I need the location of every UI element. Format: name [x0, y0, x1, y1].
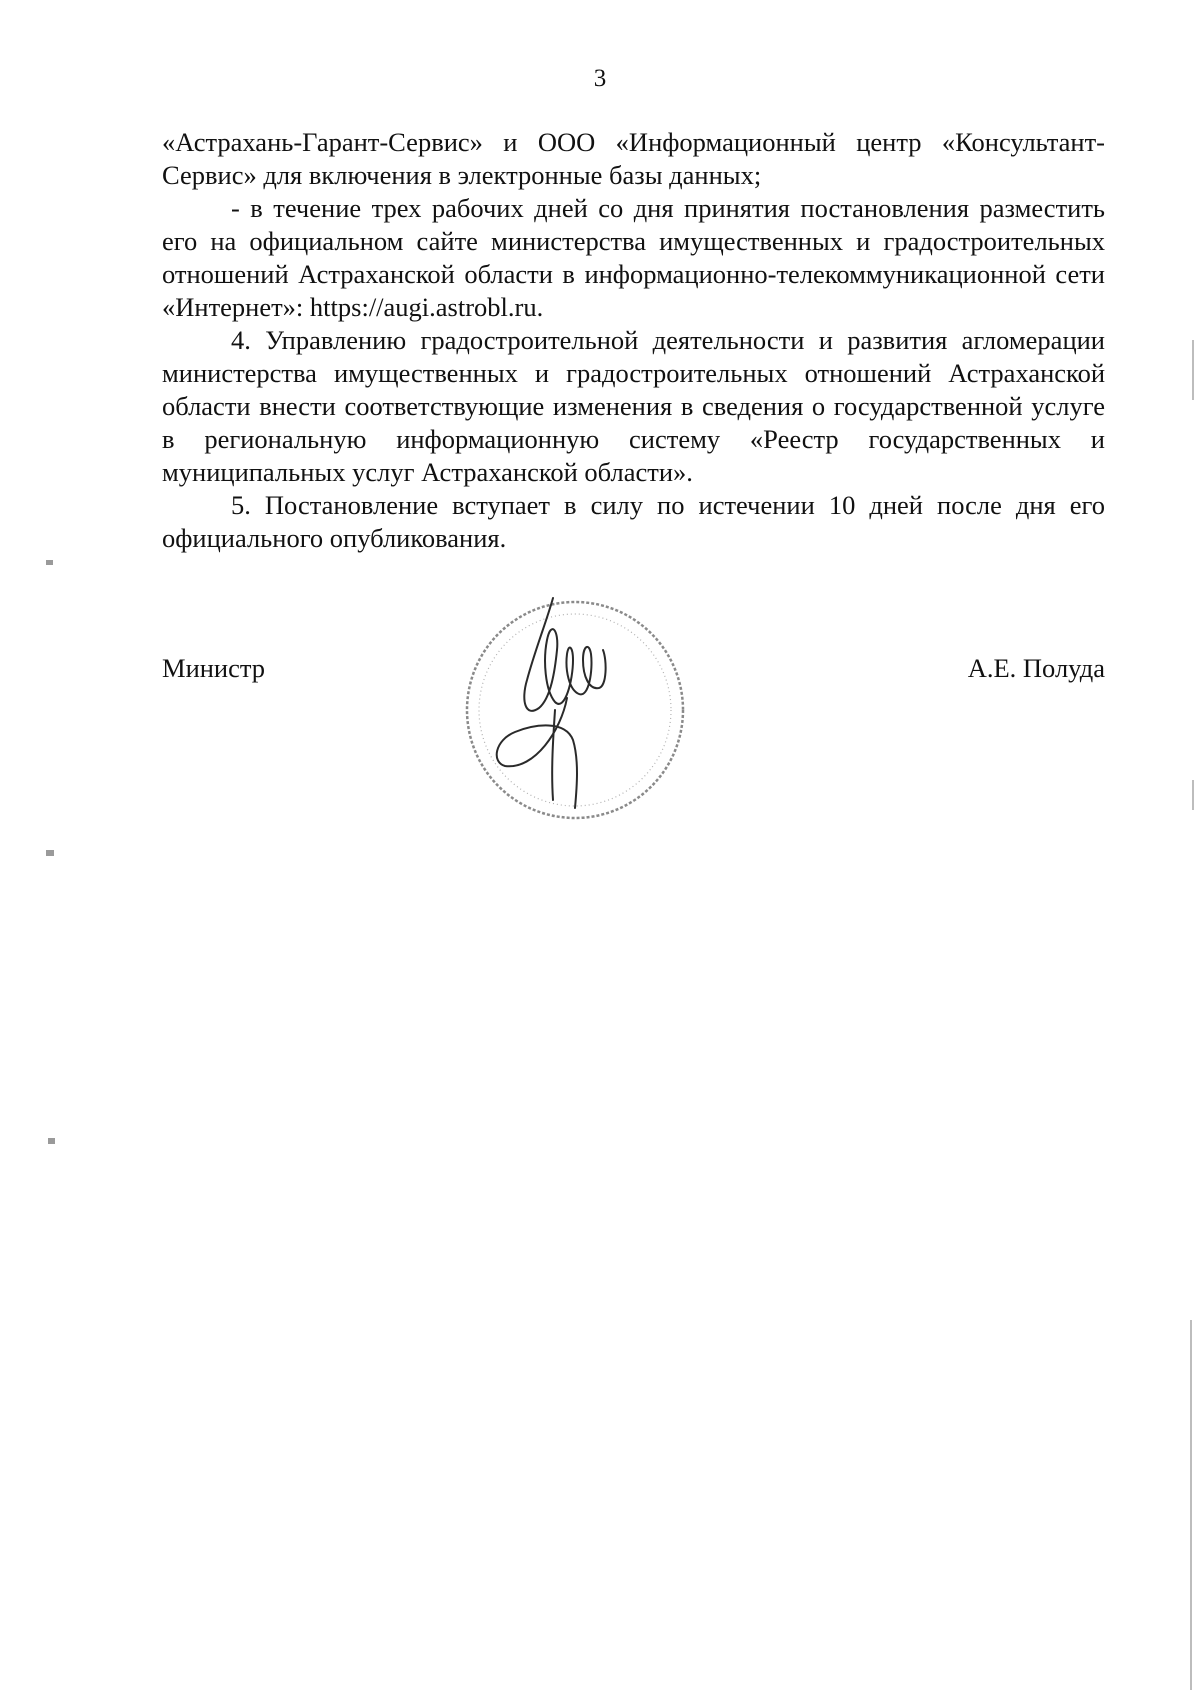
paragraph: «Астрахань-Гарант-Сервис» и ООО «Информационный центр «Консультант-Сервис» для включения в электронные базы данных; [162, 127, 1105, 190]
scan-mark [46, 850, 54, 856]
signer-name: А.Е. Полуда [967, 653, 1105, 683]
seal-outer-ring [467, 602, 683, 818]
scan-mark [48, 1138, 55, 1144]
signer-title: Министр [162, 653, 266, 683]
paragraph: - в течение трех рабочих дней со дня принятия постановления разместить его на официальном сайте министерства имущественных и градостроительных отношений Астраханской области в информационно-телекоммуникационной сети «Интернет»: https://augi.astrobl.ru. [162, 193, 1105, 322]
paragraph: 4. Управлению градостроительной деятельности и развития агломерации министерства имущественных и градостроительных отношений Астраханской области внести соответствующие изменения в сведения о государственной услуге в региональную информационную систему «Реестр государственных и муниципальных услуг Астраханской области». [162, 325, 1105, 487]
scan-edge-line [1190, 1320, 1192, 1690]
paragraph: 5. Постановление вступает в силу по истечении 10 дней после дня его официального опубликования. [162, 490, 1105, 553]
scan-edge-line [1192, 340, 1194, 400]
seal-inner-ring [479, 614, 671, 806]
page-number: 3 [593, 65, 607, 92]
document-body [162, 126, 1105, 555]
scan-mark [46, 560, 53, 565]
stamp-seal-icon [455, 590, 695, 830]
scan-edge-line [1192, 780, 1194, 810]
handwritten-signature-icon [497, 598, 606, 808]
